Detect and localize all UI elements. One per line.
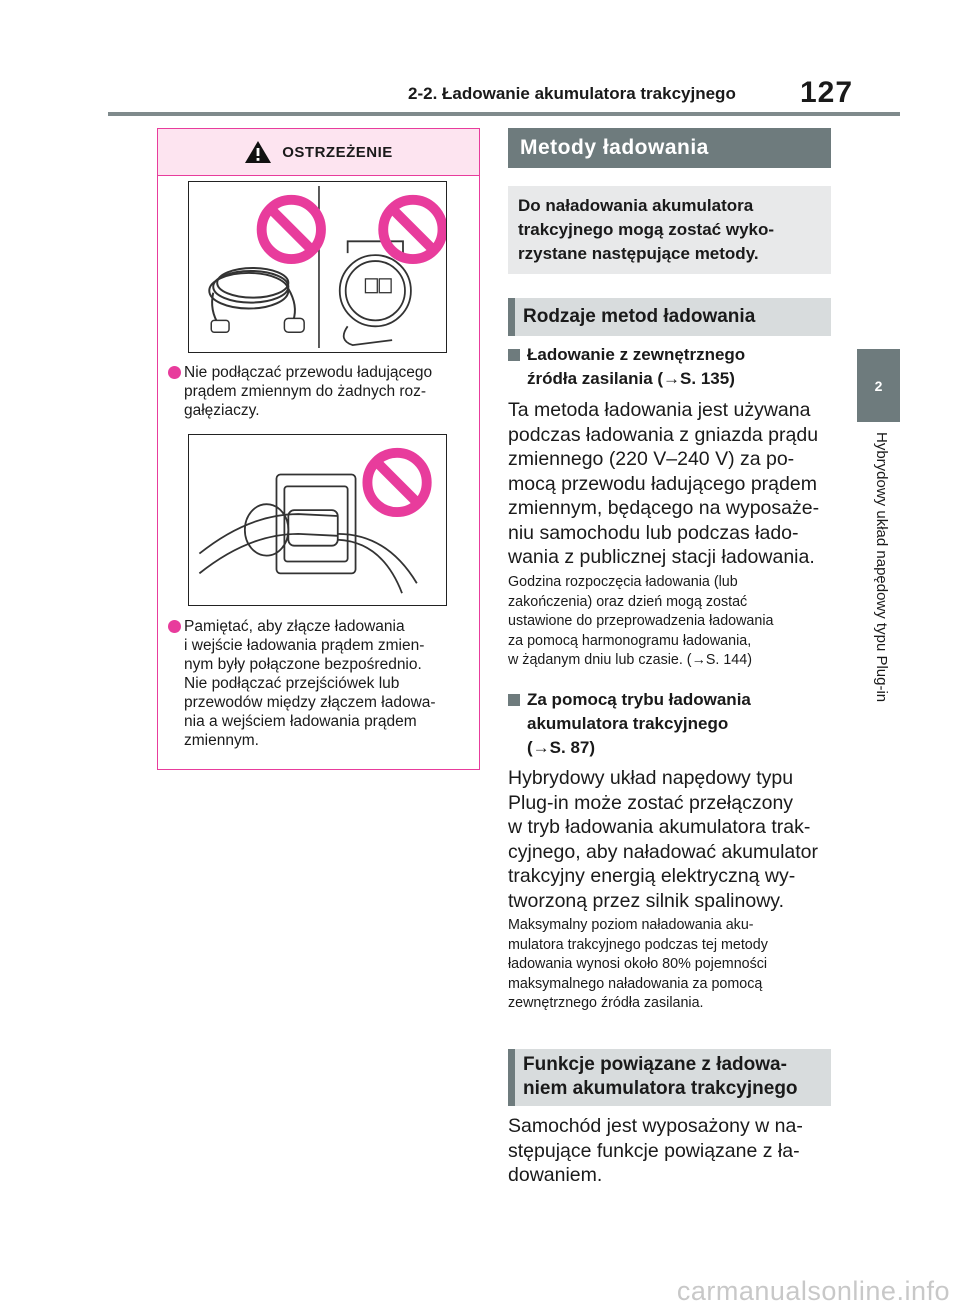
- page-number: 127: [800, 76, 854, 109]
- illustration-charging-connector: [188, 434, 447, 606]
- header-section-title: 2-2. Ładowanie akumulatora trakcyjnego: [408, 84, 736, 103]
- warning-bullet-1: Nie podłączać przewodu ładującego prądem zmiennym do żadnych roz- gałęziaczy.: [168, 363, 478, 420]
- intro-box: Do naładowania akumulatora trakcyjnego mogą zostać wyko- rzystane następujące metody.: [508, 186, 831, 274]
- warning-header: [158, 129, 479, 176]
- prohibition-icon-left: [262, 200, 321, 259]
- watermark: carmanualsonline.info: [676, 1276, 950, 1306]
- item2-body: Hybrydowy układ napędowy typu Plug-in może zostać przełączony w tryb ładowania akumulatora trak- cyjnego, aby naładować akumulator trakcyjny energią elektryczną wy- tworzoną przez silnik spalinowy.: [508, 767, 819, 912]
- main-heading: Metody ładowania: [508, 128, 831, 168]
- warning-bullet-2: Pamiętać, aby złącze ładowania i wejście ładowania prądem zmien- nym były połączone bezpośrednio. Nie podłączać przejściówek lub przewodów między złączem ładowa- nia a wejściem ładowania prądem zmiennym.: [168, 617, 478, 750]
- extension-cords-drawing: [189, 182, 446, 352]
- prohibition-icon-right: [383, 200, 442, 259]
- section-related-functions: Funkcje powiązane z ładowa- niem akumulatora trakcyjnego: [508, 1049, 831, 1106]
- bullet-dot-icon: [168, 620, 181, 633]
- functions-body: Samochód jest wyposażony w na- stępujące funkcje powiązane z ła- dowaniem.: [508, 1115, 803, 1186]
- warning-box: [157, 128, 480, 770]
- warning-triangle-icon: [244, 139, 272, 165]
- item1-note: Godzina rozpoczęcia ładowania (lub zakończenia) oraz dzień mogą zostać ustawione do przeprowadzenia ładowania za pomocą harmonogramu ładowania, w żądanym dniu lub czasie. (→S. 144): [508, 574, 774, 668]
- chapter-title: Hybrydowy układ napędowy typu Plug-in: [873, 432, 890, 703]
- square-bullet-icon: [508, 349, 520, 361]
- chapter-tab: 2: [857, 349, 900, 422]
- item2-title: Za pomocą trybu ładowania akumulatora trakcyjnego (→S. 87): [508, 688, 831, 760]
- item1-body: Ta metoda ładowania jest używana podczas ładowania z gniazda prądu zmiennego (220 V–240 V) za po- mocą przewodu ładującego prądem zmiennym, będącego na wyposaże- niu samochodu lub podczas łado- wania z publicznej stacji ładowania.: [508, 399, 820, 568]
- header-rule: [108, 112, 900, 116]
- square-bullet-icon: [508, 694, 520, 706]
- item2-note: Maksymalny poziom naładowania aku- mulatora trakcyjnego podczas tej metody ładowania wynosi około 80% pojemności maksymalnego naładowania za pomocą zewnętrznego źródła zasilania.: [508, 917, 768, 1011]
- section-charging-types: Rodzaje metod ładowania: [508, 298, 831, 336]
- item1-title: Ładowanie z zewnętrznego źródła zasilania (→S. 135): [508, 343, 831, 391]
- bullet-dot-icon: [168, 366, 181, 379]
- warning-title: OSTRZEŻENIE: [282, 143, 393, 161]
- prohibition-icon-connector: [367, 453, 426, 512]
- illustration-extension-cords: [188, 181, 447, 353]
- charging-connector-drawing: [189, 435, 446, 605]
